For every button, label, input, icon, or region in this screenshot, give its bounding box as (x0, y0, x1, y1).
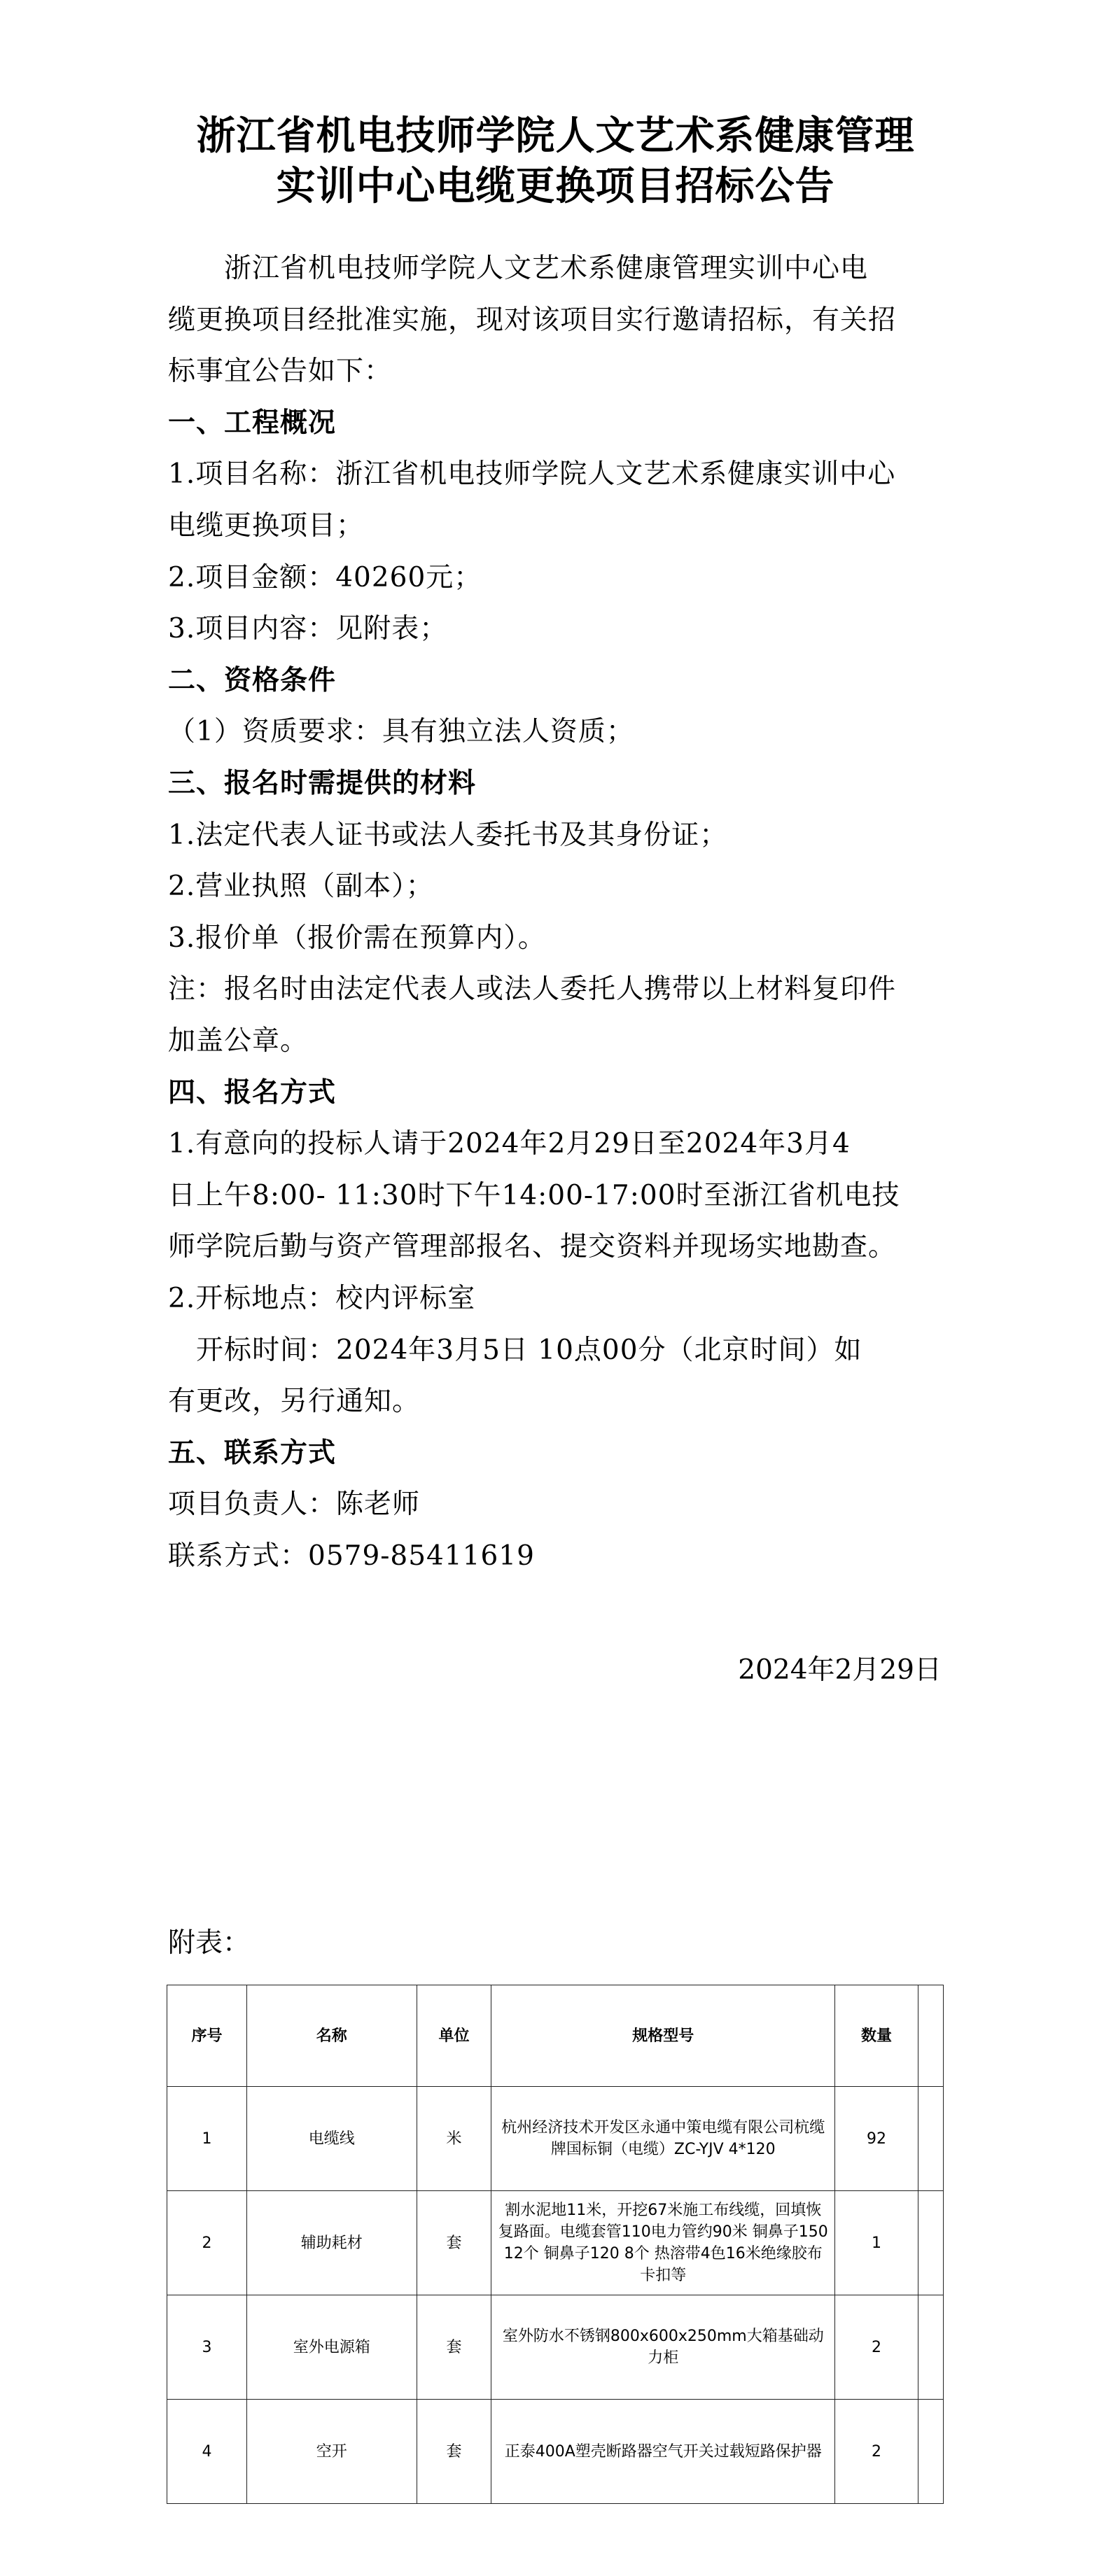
appendix-label: 附表： (168, 1927, 251, 1959)
body-line: 1.有意向的投标人请于2024年2月29日至2024年3月4 (168, 1128, 851, 1160)
body-line: 项目负责人：陈老师 (168, 1488, 421, 1521)
body-line: 注：报名时由法定代表人或法人委托人携带以上材料复印件 (168, 973, 897, 1006)
cell-qty: 1 (835, 2191, 918, 2295)
cell-extra (918, 2191, 943, 2295)
header-spec: 规格型号 (491, 1985, 835, 2087)
body-line: 2.项目金额：40260元； (168, 561, 482, 593)
cell-spec: 杭州经济技术开发区永通中策电缆有限公司杭缆牌国标铜（电缆）ZC-YJV 4*120 (491, 2087, 835, 2191)
cell-no: 1 (167, 2087, 247, 2191)
cell-name: 辅助耗材 (246, 2191, 417, 2295)
body-line: 师学院后勤与资产管理部报名、提交资料并现场实地勘查。 (168, 1231, 897, 1263)
body-line: 日上午8:00- 11:30时下午14:00-17:00时至浙江省机电技 (168, 1179, 900, 1211)
cell-qty: 2 (835, 2295, 918, 2400)
section-heading: 二、资格条件 (168, 663, 337, 696)
table-row (167, 2295, 944, 2400)
table-row (167, 2087, 944, 2191)
section-heading: 五、联系方式 (168, 1436, 337, 1469)
body-line: 1.法定代表人证书或法人委托书及其身份证； (168, 819, 728, 851)
cell-extra (918, 2087, 943, 2191)
cell-extra (918, 2295, 943, 2400)
body-line: 2.开标地点：校内评标室 (168, 1283, 476, 1314)
body-line: 有更改，另行通知。 (168, 1386, 421, 1418)
body-line: 浙江省机电技师学院人文艺术系健康管理实训中心电 (168, 253, 869, 284)
section-heading: 一、工程概况 (168, 406, 337, 439)
table-header-row (167, 1985, 944, 2087)
body-line: 2.营业执照（副本）； (168, 871, 434, 903)
cell-unit: 米 (417, 2087, 491, 2191)
cell-name: 空开 (246, 2400, 417, 2504)
cell-spec: 割水泥地11米，开挖67米施工布线缆，回填恢复路面。电缆套管110电力管约90米 铜鼻子150 12个 铜鼻子120 8个 热溶带4色16米绝缘胶布卡扣等 (491, 2191, 835, 2295)
cell-unit: 套 (417, 2191, 491, 2295)
header-unit: 单位 (417, 1985, 491, 2087)
body-line: 加盖公章。 (168, 1025, 309, 1057)
header-extra (918, 1985, 943, 2087)
body-line: 1.项目名称：浙江省机电技师学院人文艺术系健康实训中心 (168, 458, 896, 491)
announcement-date: 2024年2月29日 (738, 1654, 942, 1686)
document-title-line-1: 浙江省机电技师学院人文艺术系健康管理 (196, 113, 915, 159)
body-line: 联系方式：0579-85411619 (168, 1540, 535, 1572)
cell-no: 4 (167, 2400, 247, 2504)
header-no: 序号 (167, 1985, 247, 2087)
cell-extra (918, 2400, 943, 2504)
cell-unit: 套 (417, 2295, 491, 2400)
body-line: 标事宜公告如下： (168, 356, 393, 388)
appendix-table (167, 1985, 944, 2504)
body-line: 开标时间：2024年3月5日 10点00分（北京时间）如 (168, 1334, 862, 1366)
cell-spec: 室外防水不锈钢800x600x250mm大箱基础动力柜 (491, 2295, 835, 2400)
body-line: 缆更换项目经批准实施，现对该项目实行邀请招标，有关招 (168, 304, 897, 336)
body-line: 3.报价单（报价需在预算内）。 (168, 922, 546, 954)
cell-no: 3 (167, 2295, 247, 2400)
header-name: 名称 (246, 1985, 417, 2087)
section-heading: 四、报名方式 (168, 1076, 337, 1108)
cell-qty: 2 (835, 2400, 918, 2504)
cell-no: 2 (167, 2191, 247, 2295)
cell-name: 电缆线 (246, 2087, 417, 2191)
cell-spec: 正泰400A塑壳断路器空气开关过载短路保护器 (491, 2400, 835, 2504)
header-qty: 数量 (835, 1985, 918, 2087)
body-line: 3.项目内容：见附表； (168, 613, 448, 645)
table-row (167, 2191, 944, 2295)
document-title-line-2: 实训中心电缆更换项目招标公告 (276, 163, 835, 209)
section-heading: 三、报名时需提供的材料 (168, 767, 477, 799)
cell-name: 室外电源箱 (246, 2295, 417, 2400)
body-line: （1）资质要求：具有独立法人资质； (168, 716, 634, 748)
cell-unit: 套 (417, 2400, 491, 2504)
table-row (167, 2400, 944, 2504)
body-line: 电缆更换项目； (168, 510, 365, 542)
cell-qty: 92 (835, 2087, 918, 2191)
